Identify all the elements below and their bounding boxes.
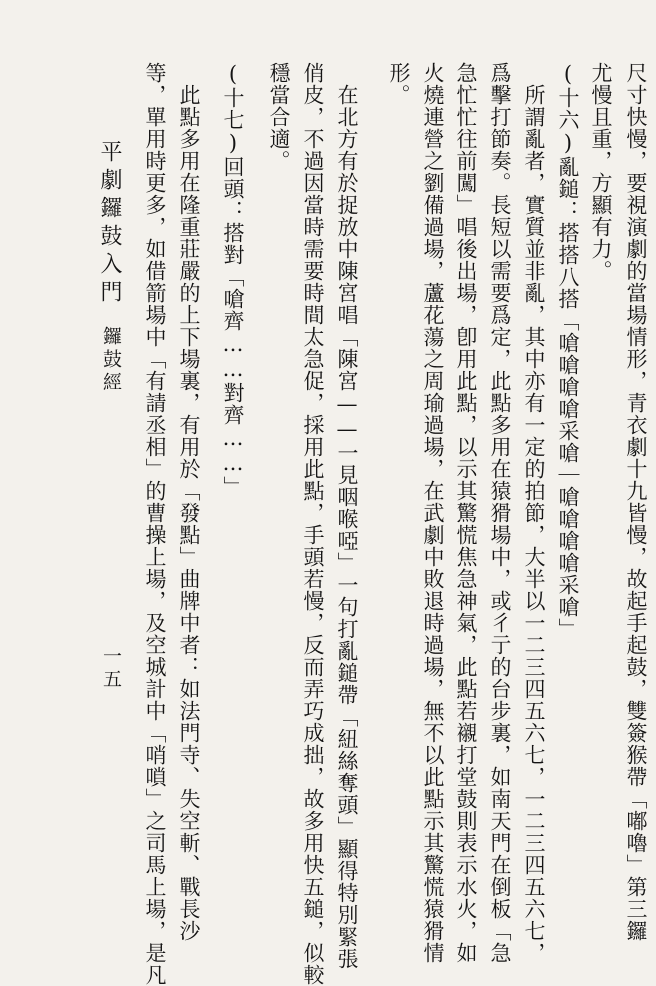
section-heading-17: (十七)回頭：搭對「嗆齊……對齊……」 xyxy=(221,62,245,498)
text-line-6: 急忙忙往前闖」唱後出場，卽用此點，以示其驚慌焦急神氣，此點若襯打堂鼓則表示水火，如 xyxy=(454,62,478,964)
section-heading-16: (十六)亂鎚：搭搭八搭「嗆嗆嗆嗆采嗆｜嗆嗆嗆嗆采嗆」 xyxy=(556,62,580,640)
text-line-8: 形。 xyxy=(387,62,411,106)
text-line-4: 所謂亂者，實質並非亂，其中亦有一定的拍節，大半以一二三四五六七，一二三四五六七， xyxy=(522,84,546,964)
text-line-9: 在北方有於捉放中陳宮唱「陳宮——一見咽喉啞」一句打亂鎚帶「紐絲奪頭」顯得特別緊張 xyxy=(335,84,359,970)
text-line-1: 尺寸快慢，要視演劇的當場情形，青衣劇十九皆慢，故起手起鼓，雙簽猴帶「嘟嚕」第三鑼 xyxy=(624,62,648,942)
text-line-10: 俏皮，不過因當時需要時間太急促，採用此點，手頭若慢，反而弄巧成拙，故多用快五鎚，似較 xyxy=(301,62,325,986)
text-line-2: 尤慢且重，方顯有力。 xyxy=(589,62,613,282)
running-section-title: 鑼鼓經 xyxy=(100,326,122,395)
text-line-11: 穩當合適。 xyxy=(267,62,291,172)
text-line-5: 爲擊打節奏。長短以需要爲定，此點多用在猿猾場中，或彳亍的台步裏，如南天門在倒板「急 xyxy=(488,62,512,964)
text-line-13: 此點多用在隆重莊嚴的上下場裏，有用於「發點」曲牌中者：如法門寺、失空斬、戰長沙 xyxy=(177,84,201,942)
page-number: 一五 xyxy=(100,646,122,692)
text-line-14: 等，單用時更多，如借箭場中「有請丞相」的曹操上場，及空城計中「哨嗩」之司馬上場，是凡 xyxy=(143,62,167,986)
text-line-7: 火燒連營之劉備過場，蘆花蕩之周瑜過場，在武劇中敗退時過場，無不以此點示其驚慌猿猾情 xyxy=(421,62,445,964)
running-book-title: 平劇鑼鼓入門 xyxy=(97,140,122,308)
